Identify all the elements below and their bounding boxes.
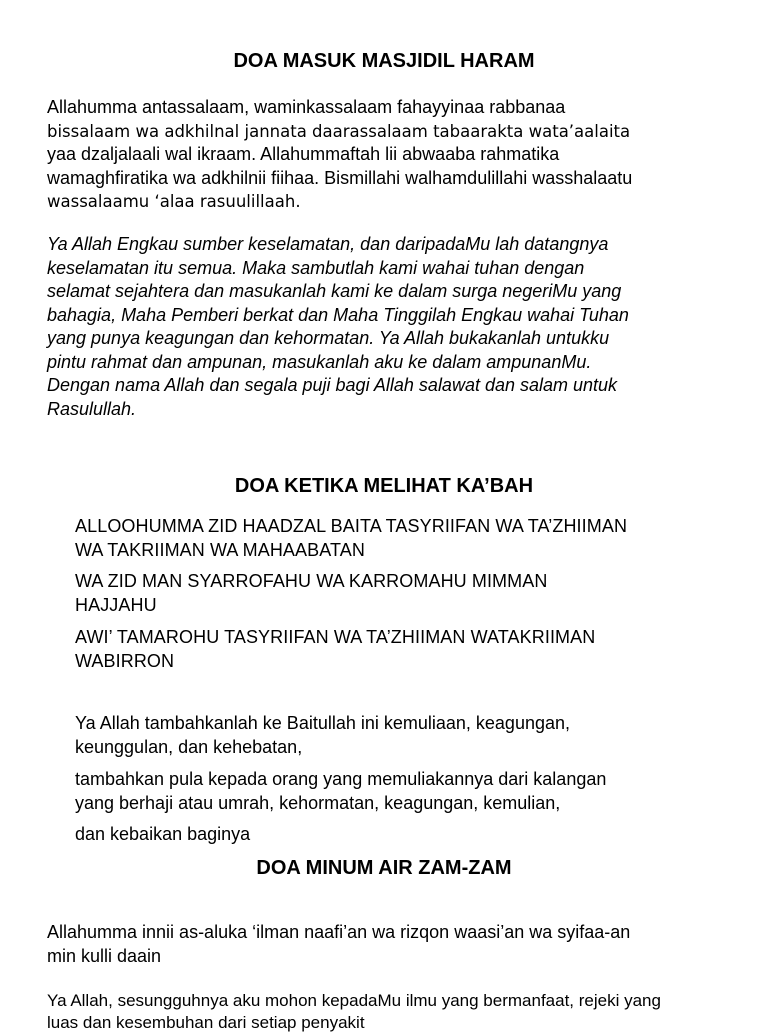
text-line: AWI’ TAMAROHU TASYRIIFAN WA TA’ZHIIMAN WATAKRIIMAN — [75, 627, 596, 647]
section-title-melihat-kabah: DOA KETIKA MELIHAT KA’BAH — [234, 475, 534, 497]
text-line: pintu rahmat dan ampunan, masukanlah aku ke dalam ampunanMu. — [47, 351, 592, 372]
doa-kabah-translation-paragraph-2 — [75, 768, 745, 815]
doa-zamzam-translation — [47, 990, 737, 1034]
text-line: yang berhaji atau umrah, kehormatan, keagungan, kemulian, — [75, 792, 561, 813]
doa-kabah-arabic-paragraph-2 — [75, 570, 745, 617]
text-line: yaa dzaljalaali wal ikraam. Allahummaftah lii abwaaba rahmatika — [47, 144, 560, 164]
text-line: keunggulan, dan kehebatan, — [75, 736, 303, 757]
text-line: keselamatan itu semua. Maka sambutlah kami wahai tuhan dengan — [47, 257, 585, 278]
doa-kabah-arabic-paragraph-3 — [75, 626, 745, 673]
doa-kabah-arabic-paragraph-1 — [75, 515, 745, 562]
text-line: Ya Allah tambahkanlah ke Baitullah ini kemuliaan, keagungan, — [75, 713, 570, 733]
text-line: Rasulullah. — [47, 398, 137, 419]
text-line: min kulli daain — [47, 945, 162, 966]
text-line: ALLOOHUMMA ZID HAADZAL BAITA TASYRIIFAN WA TA’ZHIIMAN — [75, 516, 628, 536]
section-title-minum-air-zamzam: DOA MINUM AIR ZAM-ZAM — [256, 857, 512, 879]
doa-zamzam-arabic-transliteration — [47, 921, 737, 968]
doa-masuk-arabic-transliteration — [47, 96, 737, 214]
text-line: dan kebaikan baginya — [75, 824, 251, 844]
text-line: selamat sejahtera dan masukanlah kami ke dalam surga negeriMu yang — [47, 281, 622, 301]
text-line: Ya Allah Engkau sumber keselamatan, dan daripadaMu lah datangnya — [47, 234, 609, 254]
doa-kabah-translation-paragraph-3 — [75, 823, 745, 847]
text-line: yang punya keagungan dan kehormatan. Ya Allah bukakanlah untukku — [47, 328, 610, 348]
doa-masuk-translation — [47, 233, 737, 421]
text-line: luas dan kesembuhan dari setiap penyakit — [47, 1013, 365, 1032]
text-line: WA TAKRIIMAN WA MAHAABATAN — [75, 539, 365, 560]
text-line: Allahumma innii as-aluka ‘ilman naafi’an wa rizqon waasi’an wa syifaa-an — [47, 922, 631, 942]
text-line: wamaghfiratika wa adkhilnii fiihaa. Bismillahi walhamdulillahi wasshalaatu — [47, 167, 633, 188]
text-line: wassalaamu ‘alaa rasuulillaah. — [47, 192, 301, 211]
text-line: Dengan nama Allah dan segala puji bagi Allah salawat dan salam untuk — [47, 375, 618, 395]
section-title-masuk-masjidil-haram: DOA MASUK MASJIDIL HARAM — [233, 50, 535, 72]
text-line: HAJJAHU — [75, 594, 157, 615]
text-line: tambahkan pula kepada orang yang memuliakannya dari kalangan — [75, 769, 607, 789]
text-line: bissalaam wa adkhilnal jannata daarassalaam tabaarakta wata’aalaita — [47, 121, 631, 141]
text-line: WA ZID MAN SYARROFAHU WA KARROMAHU MIMMAN — [75, 571, 548, 591]
text-line: Allahumma antassalaam, waminkassalaam fahayyinaa rabbanaa — [47, 97, 566, 117]
text-line: Ya Allah, sesungguhnya aku mohon kepadaMu ilmu yang bermanfaat, rejeki yang — [47, 991, 661, 1010]
text-line: WABIRRON — [75, 650, 175, 671]
doa-kabah-translation-paragraph-1 — [75, 712, 745, 759]
text-line: bahagia, Maha Pemberi berkat dan Maha Tinggilah Engkau wahai Tuhan — [47, 304, 629, 325]
